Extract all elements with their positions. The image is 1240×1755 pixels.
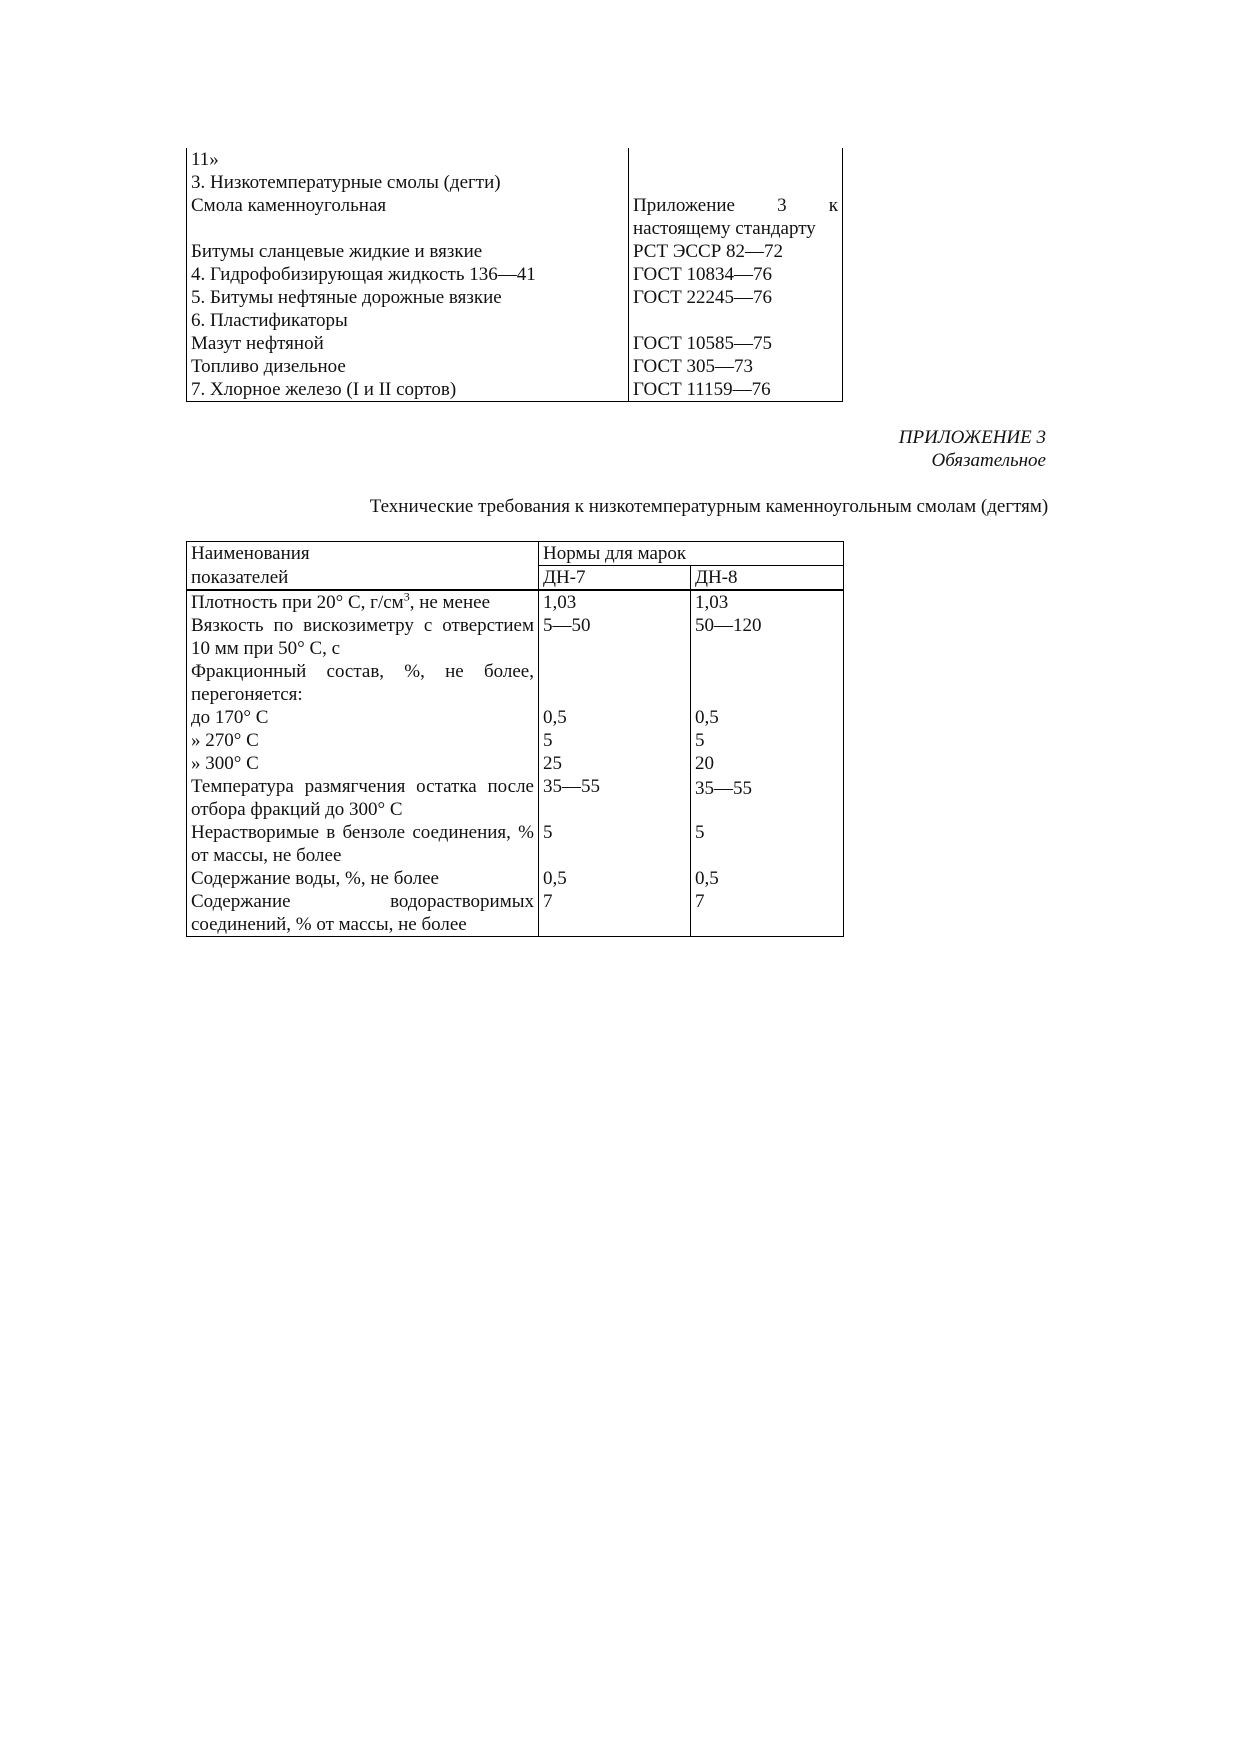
indicator-name: Температура размягчения остатка после отбора фракций до 300° С — [187, 775, 539, 821]
standard-ref — [629, 171, 843, 194]
appendix-label: ПРИЛОЖЕНИЕ 3 — [898, 427, 1046, 448]
indicator-name: до 170° С — [187, 706, 539, 729]
standard-ref: ГОСТ 11159—76 — [629, 378, 843, 402]
table-row — [187, 332, 843, 355]
value-dn7: 25 — [539, 752, 691, 775]
tar-requirements-table — [186, 541, 844, 937]
table-row — [187, 240, 843, 263]
value-dn7: 1,03 — [539, 590, 691, 614]
table-row — [187, 148, 843, 171]
indicator-name: » 270° С — [187, 729, 539, 752]
table-row — [187, 821, 844, 867]
value-dn7: 7 — [539, 890, 691, 937]
standard-ref — [629, 309, 843, 332]
table-row — [187, 309, 843, 332]
value-dn8: 0,5 — [691, 867, 844, 890]
value-dn8: 20 — [691, 752, 844, 775]
value-dn7: 5 — [539, 821, 691, 867]
superscript: 3 — [403, 589, 410, 604]
material-name: Битумы сланцевые жидкие и вязкие — [187, 240, 629, 263]
table-row — [187, 867, 844, 890]
value-dn7: 5 — [539, 729, 691, 752]
column-header-name-cont: показателей — [187, 566, 539, 591]
material-name: 6. Пластификаторы — [187, 309, 629, 332]
value-dn8: 50—120 — [691, 614, 844, 660]
column-header-name: Наименования — [187, 542, 539, 566]
value-dn7: 35—55 — [539, 775, 691, 821]
material-name: Смола каменноугольная — [187, 194, 629, 240]
standard-ref: ГОСТ 10834—76 — [629, 263, 843, 286]
appendix-status: Обязательное — [931, 450, 1046, 471]
indicator-name: » 300° С — [187, 752, 539, 775]
table-row — [187, 706, 844, 729]
material-name: 3. Низкотемпературные смолы (дегти) — [187, 171, 629, 194]
table-row — [187, 286, 843, 309]
indicator-name: Содержание водорастворимых соединений, % от массы, не более — [187, 890, 539, 937]
header-row — [187, 542, 844, 566]
standard-ref: ГОСТ 22245—76 — [629, 286, 843, 309]
indicator-name: Содержание воды, %, не более — [187, 867, 539, 890]
table-row — [187, 660, 844, 706]
standard-ref: ГОСТ 305—73 — [629, 355, 843, 378]
table-row — [187, 775, 844, 821]
value-dn8: 1,03 — [691, 590, 844, 614]
indicator-name — [187, 590, 539, 614]
column-header-norms: Нормы для марок — [539, 542, 844, 566]
table-row — [187, 614, 844, 660]
value-dn8: 35—55 — [691, 775, 844, 821]
standard-ref-line: настоящему стандарту — [633, 218, 816, 239]
value-dn7: 5—50 — [539, 614, 691, 660]
column-header-grade: ДН-7 — [539, 566, 691, 591]
standard-ref — [629, 194, 843, 240]
table-row — [187, 171, 843, 194]
indicator-name: Вязкость по вискозиметру с отверстием 10 мм при 50° С, с — [187, 614, 539, 660]
value-dn8: 5 — [691, 729, 844, 752]
table-row — [187, 590, 844, 614]
table-row — [187, 194, 843, 240]
indicator-name: Нерастворимые в бензоле соединения, % от массы, не более — [187, 821, 539, 867]
value-dn7: 0,5 — [539, 867, 691, 890]
table-row — [187, 729, 844, 752]
indicator-name-text: Плотность при 20° С, г/см — [191, 592, 404, 613]
material-name: 5. Битумы нефтяные дорожные вязкие — [187, 286, 629, 309]
material-name: 4. Гидрофобизирующая жидкость 136—41 — [187, 263, 629, 286]
table-caption: Технические требования к низкотемпературным каменноугольным смолам (дегтям) — [369, 496, 1049, 517]
table-row — [187, 355, 843, 378]
value-dn7: 0,5 — [539, 706, 691, 729]
standard-ref-line: Приложение 3 к — [633, 195, 838, 216]
material-name: 7. Хлорное железо (I и II сортов) — [187, 378, 629, 402]
material-name: 11» — [187, 148, 629, 171]
table-row — [187, 378, 843, 402]
material-name: Мазут нефтяной — [187, 332, 629, 355]
column-header-grade: ДН-8 — [691, 566, 844, 591]
indicator-name: Фракционный состав, %, не более, перегоняется: — [187, 660, 539, 706]
value-dn8: 5 — [691, 821, 844, 867]
table-row — [187, 263, 843, 286]
table-row — [187, 752, 844, 775]
standard-ref: РСТ ЭССР 82—72 — [629, 240, 843, 263]
materials-standards-table — [186, 148, 843, 402]
value-dn7 — [539, 660, 691, 706]
value-dn8: 0,5 — [691, 706, 844, 729]
standard-ref: ГОСТ 10585—75 — [629, 332, 843, 355]
table-row — [187, 890, 844, 937]
value-dn8 — [691, 660, 844, 706]
value-dn8: 7 — [691, 890, 844, 937]
header-row — [187, 566, 844, 591]
material-name: Топливо дизельное — [187, 355, 629, 378]
indicator-name-suffix: , не менее — [409, 592, 491, 613]
standard-ref — [629, 148, 843, 171]
